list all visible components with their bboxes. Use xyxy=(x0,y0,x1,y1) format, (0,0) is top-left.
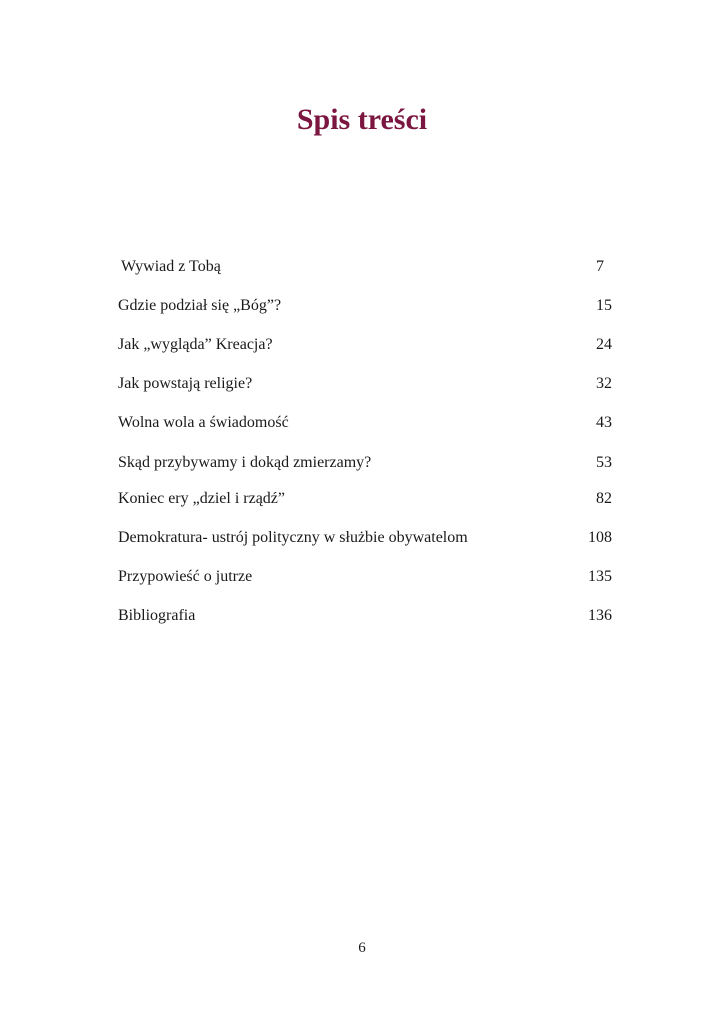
toc-entry-title: Wywiad z Tobą xyxy=(121,258,221,275)
toc-entry xyxy=(118,605,618,627)
toc-entry xyxy=(118,527,618,549)
toc-entry-title: Przypowieść o jutrze xyxy=(118,568,253,585)
toc-entry-page: 15 xyxy=(596,297,612,314)
toc-entry-title: Gdzie podział się „Bóg”? xyxy=(118,297,282,314)
toc-entry-page: 82 xyxy=(596,490,612,507)
toc-entry xyxy=(118,295,618,317)
toc-entry-title: Koniec ery „dziel i rządź” xyxy=(118,490,286,507)
page-number: 6 xyxy=(358,940,366,956)
toc-entry xyxy=(118,452,618,474)
toc-entry xyxy=(118,566,618,588)
toc-entry xyxy=(118,373,618,395)
page-title: Spis treści xyxy=(296,103,428,136)
toc-entry-page: 53 xyxy=(596,454,612,471)
toc-entry-title: Skąd przybywamy i dokąd zmierzamy? xyxy=(118,454,372,471)
toc-entry-title: Jak „wygląda” Kreacja? xyxy=(118,336,273,353)
toc-entry xyxy=(118,334,618,356)
toc-entry-title: Demokratura- ustrój polityczny w służbie obywatelom xyxy=(118,529,468,546)
toc-entry-title: Bibliografia xyxy=(118,607,196,624)
toc-entry xyxy=(118,256,618,278)
toc-entry-page: 43 xyxy=(596,414,612,431)
toc-entry xyxy=(118,488,618,510)
toc-entry-title: Jak powstają religie? xyxy=(118,375,253,392)
toc-entry-page: 135 xyxy=(588,568,612,585)
toc-entry-page: 108 xyxy=(588,529,612,546)
toc-entry-title: Wolna wola a świadomość xyxy=(118,414,289,431)
toc-entry-page: 24 xyxy=(596,336,612,353)
toc-entry-page: 136 xyxy=(588,607,612,624)
toc-entry-page: 32 xyxy=(596,375,612,392)
toc-entry xyxy=(118,412,618,434)
toc-entry-page: 7 xyxy=(596,258,604,275)
